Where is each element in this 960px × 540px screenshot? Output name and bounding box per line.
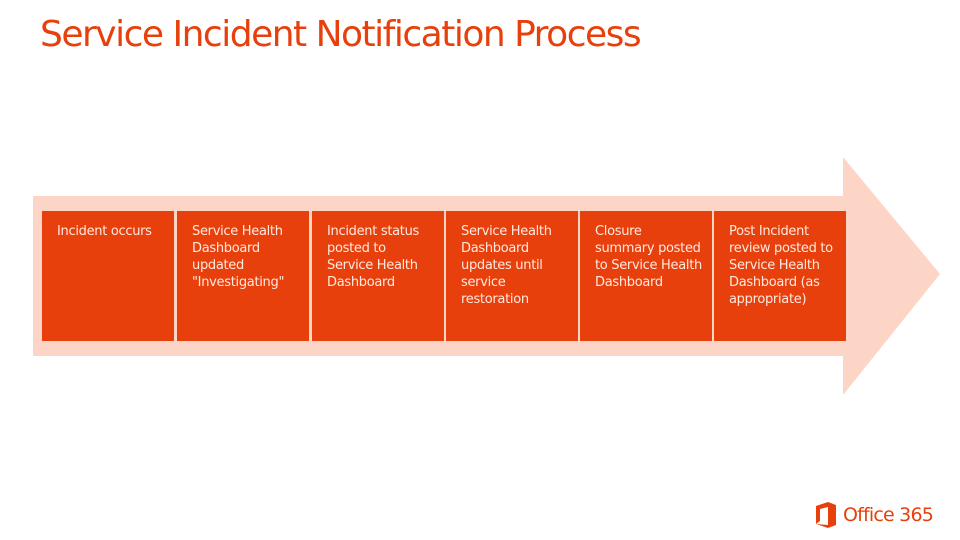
process-step: [312, 211, 444, 341]
step-text: Service Health Dashboard updated "Investigating": [192, 224, 285, 290]
process-step: [177, 211, 309, 341]
page-title: Service Incident Notification Process: [40, 14, 641, 55]
step-text: Post Incident review posted to Service Health Dashboard (as appropriate): [729, 224, 833, 307]
office-logo-icon: [815, 502, 837, 528]
step-text: Service Health Dashboard updates until service restoration: [461, 224, 552, 307]
step-text: Incident status posted to Service Health Dashboard: [327, 224, 419, 290]
process-step: [42, 211, 174, 341]
step-text: Closure summary posted to Service Health Dashboard: [595, 224, 702, 290]
logo-text: Office 365: [843, 504, 934, 526]
process-step: [580, 211, 712, 341]
office-365-logo: [815, 500, 933, 530]
step-text: Incident occurs: [57, 224, 152, 239]
process-step: [714, 211, 846, 341]
process-step: [446, 211, 578, 341]
